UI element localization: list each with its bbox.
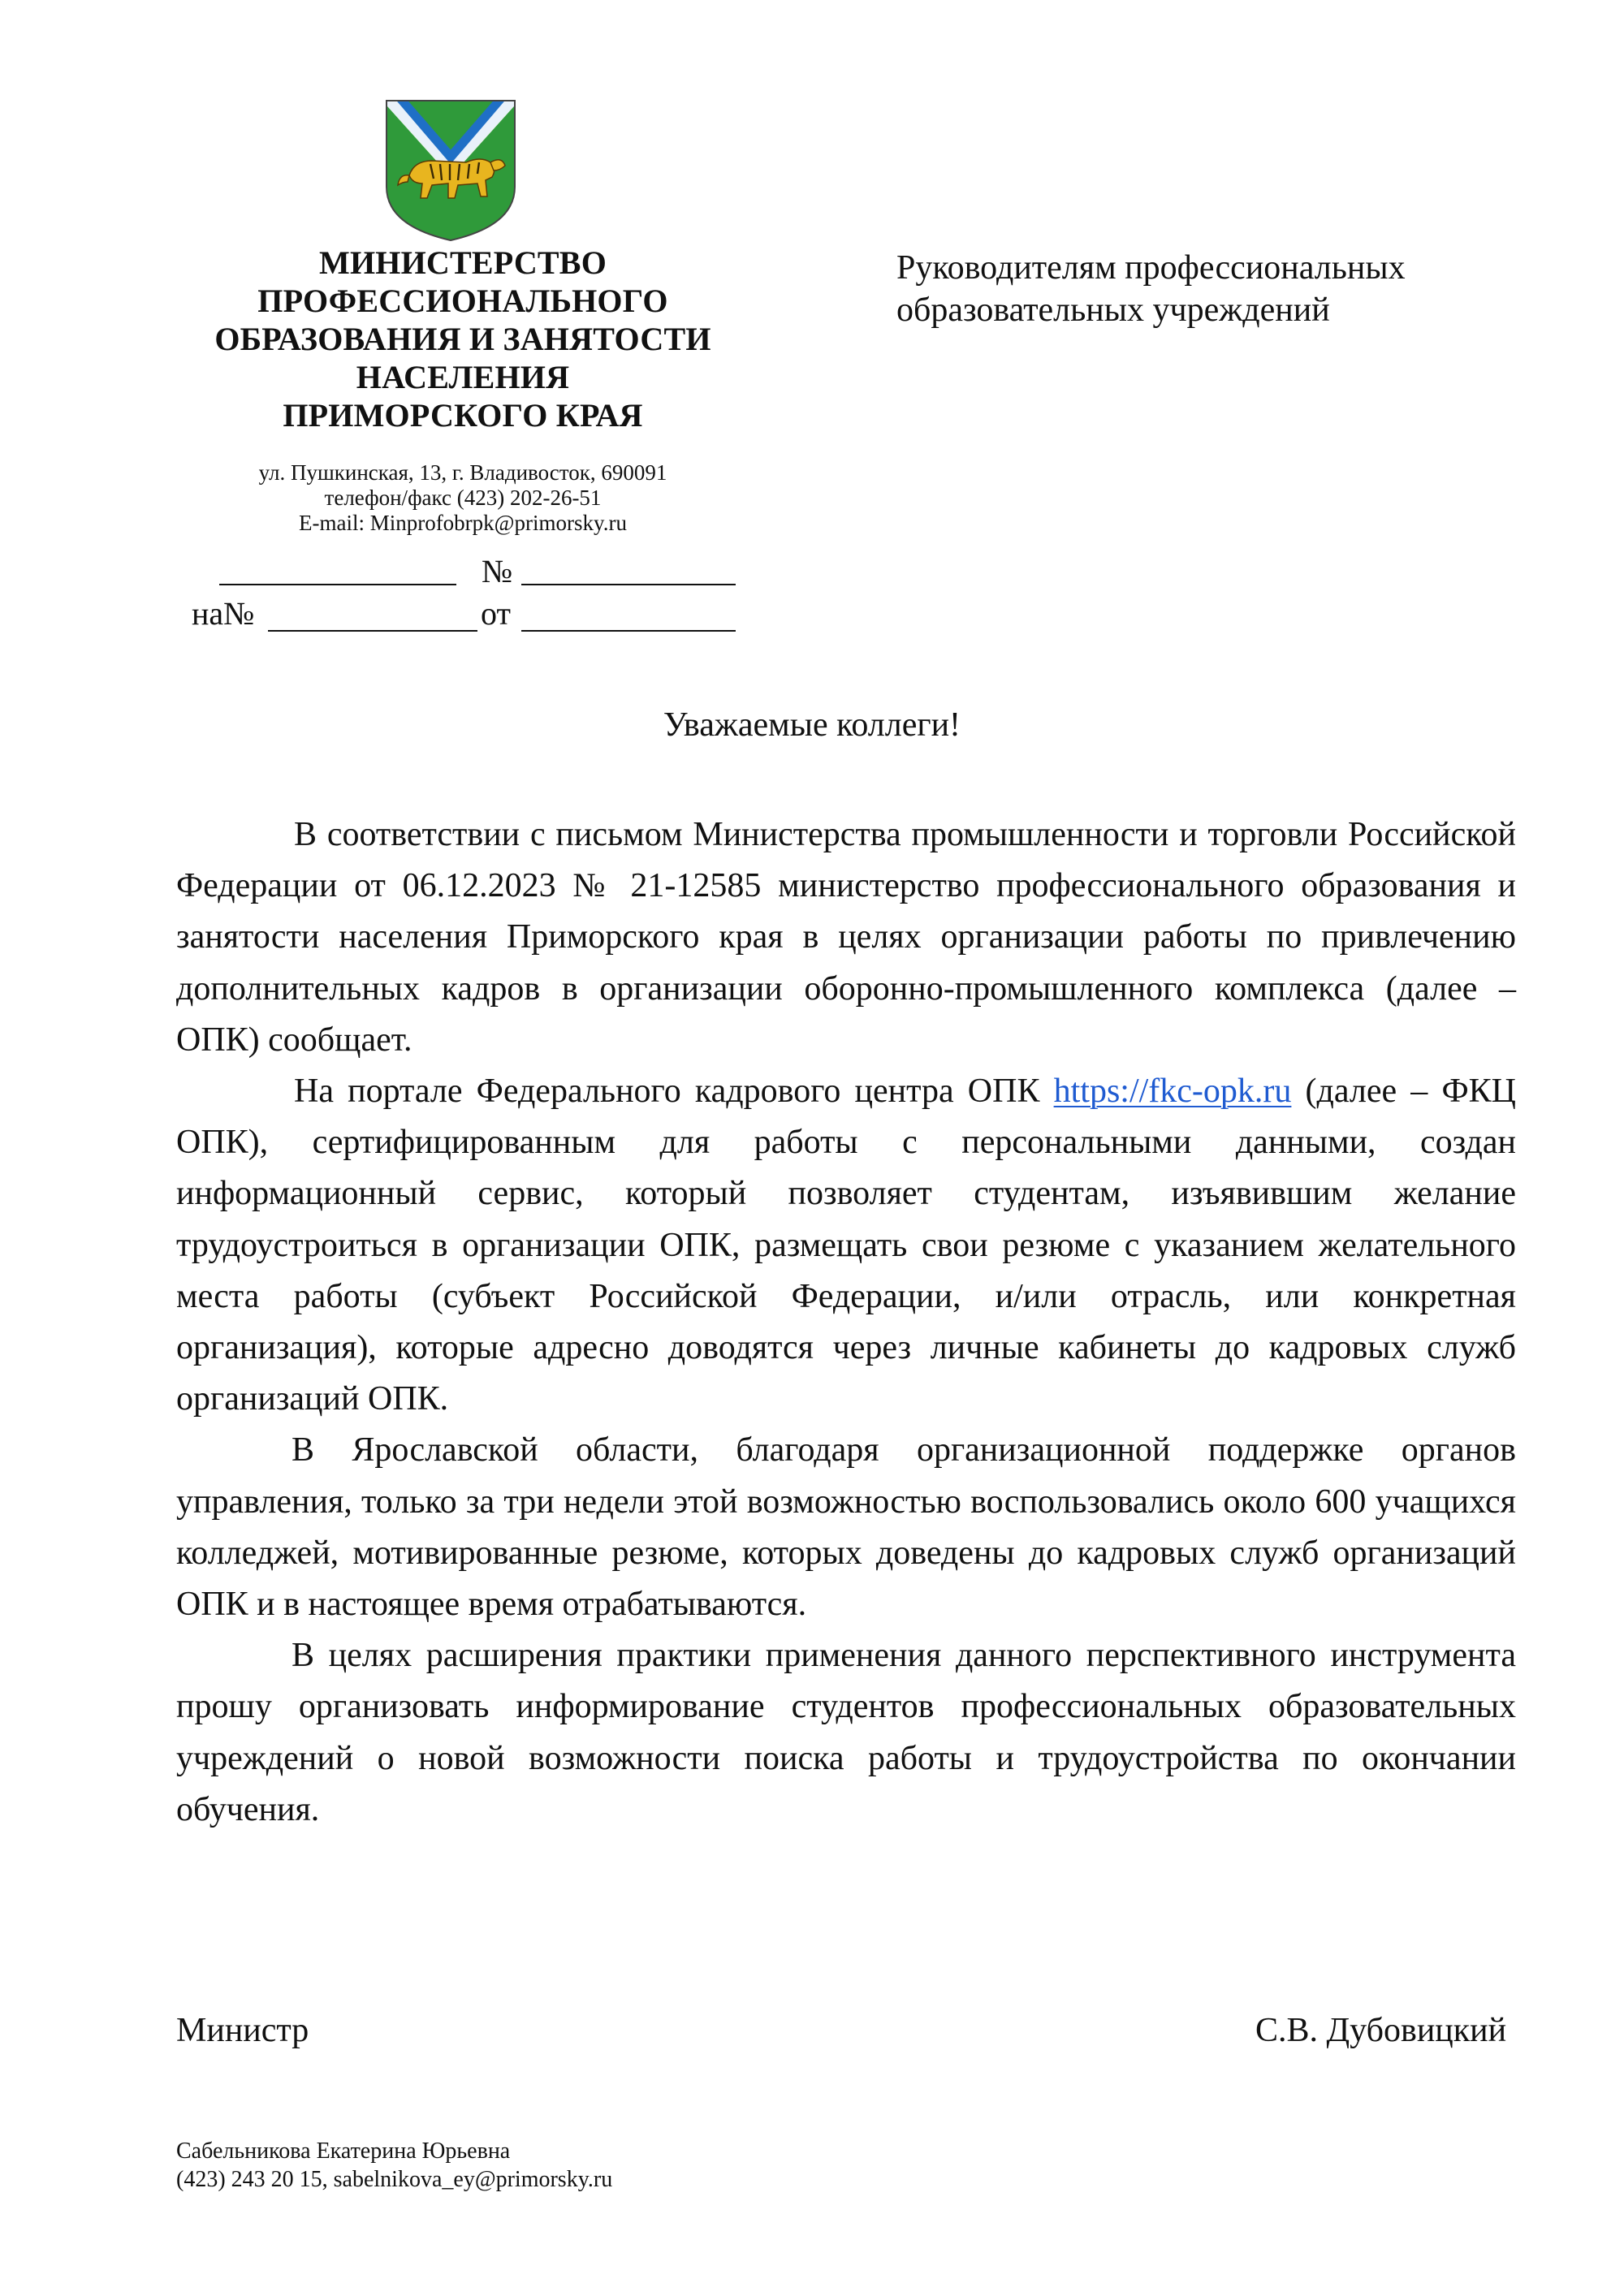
reg-date-line [219,584,456,585]
organization-contacts [179,460,747,536]
signatory-name: С.В. Дубовицкий [1255,2012,1507,2049]
body-text: (далее – ФКЦ ОПК), сертифицированным для работы с персональными данными, создан информационный сервис, который позволяет студентам, изъявившим желание трудоустроиться в организации ОПК, размещать свои резюме с указанием желательного места работы (субъект Российской Федерации, и/или отрасль, или конкретная организация), которые адресно доводятся через личные кабинеты до кадровых служб организаций ОПК. [176,1072,1516,1418]
org-email: E-mail: Minprofobrpk@primorsky.ru [298,511,628,535]
portal-link[interactable]: https://fkc-opk.ru [1053,1072,1292,1111]
executor-contacts: (423) 243 20 15, sabelnikova_ey@primorsky.ru [176,2167,613,2192]
org-phone: телефон/факс (423) 202-26-51 [324,486,602,510]
reg-number-label: № [482,553,513,589]
signatory-position: Министр [176,2012,309,2049]
org-name-line: НАСЕЛЕНИЯ [356,359,570,395]
addressee-line: Руководителям профессиональных [896,249,1406,287]
addressee [896,247,1530,331]
executor-info [176,2137,907,2194]
body-paragraph: В целях расширения практики применения данного перспективного инструмента прошу организовать информирование студентов профессиональных образовательных учреждений о новой возможности поиска работы и трудоустройства по окончании обучения. [176,1637,1516,1828]
reply-to-label: на№ [192,595,255,632]
reply-date-line [521,630,736,632]
body-paragraph [176,1066,1516,1425]
reply-to-number-line [268,630,477,632]
organization-name [179,244,747,434]
org-name-line: ОБРАЗОВАНИЯ И ЗАНЯТОСТИ [214,321,711,357]
org-address: ул. Пушкинская, 13, г. Владивосток, 690091 [258,460,667,485]
letter-body [176,809,1516,1836]
org-name-line: ПРОФЕССИОНАЛЬНОГО [257,283,668,319]
greeting: Уважаемые коллеги! [663,706,961,744]
body-paragraph: В соответствии с письмом Министерства промышленности и торговли Российской Федерации от 06.12.2023 № 21-12585 министерство профессионального образования и занятости населения Приморского края в целях организации работы по привлечению дополнительных кадров в организации оборонно-промышленного комплекса (далее – ОПК) сообщает. [176,816,1516,1059]
reg-number-line [521,584,736,585]
body-paragraph: В Ярославской области, благодаря организационной поддержке органов управления, только за три недели этой возможностью воспользовались около 600 учащихся колледжей, мотивированные резюме, которых доведены до кадровых служб организаций ОПК и в настоящее время отрабатываются. [176,1431,1516,1624]
executor-name: Сабельникова Екатерина Юрьевна [176,2138,511,2164]
reply-date-label: от [481,595,511,632]
addressee-line: образовательных учреждений [896,291,1330,329]
org-name-line: ПРИМОРСКОГО КРАЯ [283,397,643,434]
org-name-line: МИНИСТЕРСТВО [318,244,607,281]
body-text: На портале Федерального кадрового центра ОПК [294,1072,1054,1111]
coat-of-arms-icon [382,96,520,244]
